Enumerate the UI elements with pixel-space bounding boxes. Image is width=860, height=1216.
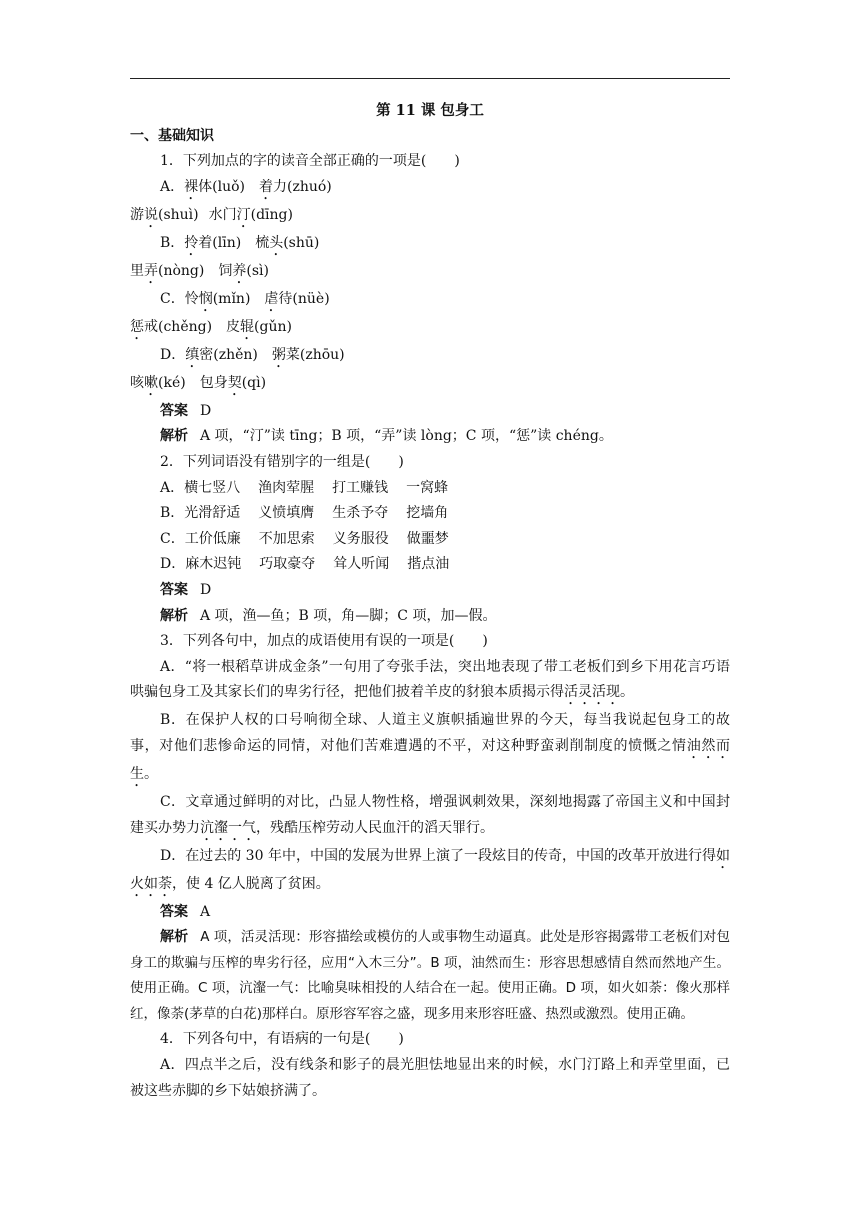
question-1-option-c: C．怜悯(mǐn) 虐待(nüè) xyxy=(160,290,330,307)
dotted-char: 汀 xyxy=(236,206,251,223)
dotted-idiom: 如火如荼 xyxy=(130,847,730,892)
question-1-option-b: B．拎着(līn) 梳头(shū) xyxy=(160,234,320,251)
question-1-answer: 答案 D xyxy=(160,402,212,419)
dotted-char: 嗽 xyxy=(144,374,158,391)
question-1-option-b-cont: 里弄(nòng) 饲养(sì) xyxy=(130,262,269,279)
dotted-char: 辊 xyxy=(240,318,255,335)
dotted-char: 养 xyxy=(232,262,247,279)
dotted-char: 着 xyxy=(258,178,273,195)
dotted-char: 缜 xyxy=(185,346,200,363)
question-2-answer: 答案 D xyxy=(160,581,212,598)
dotted-char: 说 xyxy=(144,206,158,223)
question-1-stem: 1．下列加点的字的读音全部正确的一项是( ) xyxy=(160,153,460,170)
dotted-char: 虐 xyxy=(264,290,279,307)
question-2-option-c: C．工价低廉 不加思索 义务服役 做噩梦 xyxy=(160,530,449,547)
question-1-option-a-cont: 游说(shuì) 水门汀(dīng) xyxy=(130,206,293,223)
dotted-char: 悯 xyxy=(198,290,213,307)
question-3-answer: 答案 A xyxy=(160,903,211,920)
question-1-option-a: A．裸体(luǒ) 着力(zhuó) xyxy=(160,178,332,195)
question-2-analysis: 解析 A 项，渔—鱼；B 项，角—脚；C 项，加—假。 xyxy=(160,607,497,624)
dotted-char: 弄 xyxy=(144,262,158,279)
header-rule xyxy=(130,78,730,79)
dotted-idiom: 油然而生 xyxy=(130,737,731,782)
page-title: 第 11 课 包身工 xyxy=(376,102,484,119)
answer-label: 答案 xyxy=(160,581,188,598)
document-page xyxy=(130,98,730,1104)
answer-label: 答案 xyxy=(160,402,188,419)
question-2-option-b: B．光滑舒适 义愤填膺 生杀予夺 挖墙角 xyxy=(160,505,449,522)
question-1-option-c-cont: 惩戒(chěng) 皮辊(gǔn) xyxy=(130,318,292,335)
dotted-char: 头 xyxy=(269,234,284,251)
analysis-label: 解析 xyxy=(160,929,189,946)
question-3-option-c: C．文章通过鲜明的对比，凸显人物性格，增强讽刺效果，深刻地揭露了帝国主义和中国封建买办势力沆瀣一气，残酷压榨劳动人民血汗的滔天罪行。 xyxy=(130,793,730,836)
answer-label: 答案 xyxy=(160,903,188,920)
dotted-char: 契 xyxy=(227,374,242,391)
question-3-option-b: B．在保护人权的口号响彻全球、人道主义旗帜插遍世界的今天，每当我说起包身工的故事，对他们悲惨命运的同情，对他们苦难遭遇的不平，对这种野蛮剥削制度的愤慨之情油然而生。 xyxy=(130,712,731,782)
analysis-label: 解析 xyxy=(160,428,188,445)
question-2-option-d: D．麻木迟钝 巧取豪夺 耸人听闻 揩点油 xyxy=(160,556,450,573)
question-3-option-a: A．“将一根稻草讲成金条”一句用了夸张手法，突出地表现了带工老板们到乡下用花言巧语哄骗包身工及其家长们的卑劣行径，把他们披着羊皮的豺狼本质揭示得活灵活现。 xyxy=(130,658,730,701)
question-2-option-a: A．横七竖八 渔肉荤腥 打工赚钱 一窝蜂 xyxy=(160,479,449,496)
analysis-label: 解析 xyxy=(160,607,188,624)
dotted-idiom: 沆瀣一气 xyxy=(200,819,256,836)
question-2-stem: 2．下列词语没有错别字的一组是( ) xyxy=(160,453,404,470)
question-3-option-d: D．在过去的 30 年中，中国的发展为世界上演了一段炫目的传奇，中国的改革开放进行得如火如荼，使 4 亿人脱离了贫困。 xyxy=(130,847,730,892)
question-1-option-d-cont: 咳嗽(ké) 包身契(qì) xyxy=(130,374,267,391)
question-4-stem: 4．下列各句中，有语病的一句是( ) xyxy=(160,1031,404,1048)
question-1-option-d: D．缜密(zhěn) 粥菜(zhōu) xyxy=(160,346,345,363)
section-heading: 一、基础知识 xyxy=(130,127,214,144)
question-1-analysis: 解析 A 项，“汀”读 tīng；B 项，“弄”读 lòng；C 项，“惩”读 chéng。 xyxy=(160,428,613,445)
dotted-char: 粥 xyxy=(271,346,286,363)
question-3-analysis: 解析 A 项，活灵活现：形容描绘或模仿的人或事物生动逼真。此处是形容揭露带工老板们对包身工的欺骗与压榨的卑劣行径，应用“入木三分”。B 项，油然而生：形容思想感情自然而然地产生。使用正确。C 项，沆瀣一气：比喻臭味相投的人结合在一起。使用正确。D 项，如火如荼：像火那样红，像荼(茅草的白花)那样白。原形容军容之盛，现多用来形容旺盛、热烈或激烈。使用正确。 xyxy=(130,929,731,1022)
dotted-idiom: 活灵活现 xyxy=(564,684,620,701)
dotted-char: 惩 xyxy=(130,318,144,335)
dotted-char: 拎 xyxy=(184,234,199,251)
question-4-option-a: A．四点半之后，没有线条和影子的晨光胆怯地显出来的时候，水门汀路上和弄堂里面，已被这些赤脚的乡下姑娘挤满了。 xyxy=(130,1057,730,1099)
question-3-stem: 3．下列各句中，加点的成语使用有误的一项是( ) xyxy=(160,633,488,650)
dotted-char: 裸 xyxy=(184,178,199,195)
